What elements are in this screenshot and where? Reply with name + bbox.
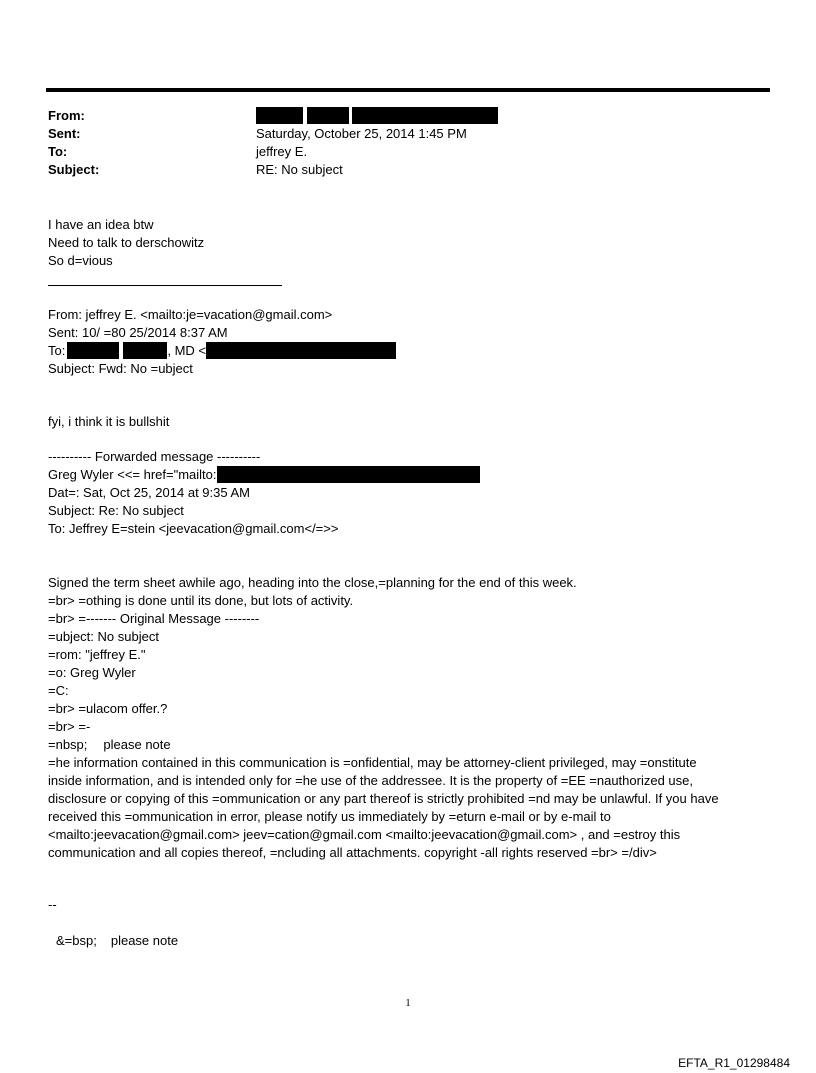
from-value [256,107,498,125]
nbsp-note-line [48,736,768,754]
fwd2-from-prefix: Greg Wyler <<= href="mailto: [48,467,217,482]
body-line: =o: Greg Wyler [48,665,136,680]
subject-label: Subject: [48,162,100,177]
body-line: =br> =ulacom offer.? [48,701,168,716]
fwd2-date: Dat=: Sat, Oct 25, 2014 at 9:35 AM [48,485,250,500]
reply-body [48,216,204,270]
to-label: To: [48,144,68,159]
body-line: =ubject: No subject [48,629,159,644]
bates-number: EFTA_R1_01298484 [678,1056,790,1070]
redaction [352,107,498,124]
sent-label: Sent: [48,126,81,141]
header-rule [46,88,770,92]
please-note: please note [103,737,171,752]
body-line: Signed the term sheet awhile ago, heading into the close,=planning for the end of this week. [48,575,577,590]
fwd-to [48,342,396,360]
redaction [217,466,480,483]
message-body [48,574,768,862]
body-line: =br> =othing is done until its done, but lots of activity. [48,593,354,608]
body-line: Need to talk to derschowitz [48,235,205,250]
redaction [67,342,119,359]
disclaimer-line: disclosure or copying of this =ommunication or any part thereof is strictly prohibited =nd may be unlawful. If you have [48,791,719,806]
page-number: 1 [405,997,411,1009]
body-line: =br> =- [48,719,91,734]
footer-please-note: please note [110,933,179,948]
forwarded-marker: ---------- Forwarded message ---------- [48,449,261,464]
sent-value: Saturday, October 25, 2014 1:45 PM [256,126,467,141]
fwd2-from [48,466,480,484]
reply-separator [48,285,282,286]
to-value: jeffrey E. [256,144,308,159]
body-line: fyi, i think it is bullshit [48,414,170,429]
fwd-to-middle: , MD < [167,343,206,358]
redaction [307,107,349,124]
fwd-from: From: jeffrey E. <mailto:je=vacation@gmail.com> [48,307,333,322]
signature-dashes: -- [48,897,57,912]
redaction [206,342,396,359]
disclaimer-line: inside information, and is intended only for =he use of the addressee. It is the property of =EE =nauthorized use, [48,773,693,788]
fwd-to-prefix: To: [48,343,66,358]
redaction [123,342,167,359]
fyi-line [48,413,169,431]
redaction [256,107,303,124]
body-line: =br> =------- Original Message -------- [48,611,260,626]
disclaimer-line: communication and all copies thereof, =ncluding all attachments. copyright -all rights reserved =br> =/div> [48,845,657,860]
fwd2-to: To: Jeffrey E=stein <jeevacation@gmail.com</=>> [48,521,339,536]
disclaimer-line: =he information contained in this communication is =onfidential, may be attorney-client privileged, may =onstitute [48,755,697,770]
forwarded-header-1 [48,306,396,378]
disclaimer-line: received this =ommunication in error, please notify us immediately by =eturn e-mail or by e-mail to [48,809,611,824]
fwd-subject: Subject: Fwd: No =ubject [48,361,193,376]
body-line: I have an idea btw [48,217,154,232]
forwarded-header-2 [48,448,480,538]
subject-value: RE: No subject [256,162,343,177]
nbsp-prefix: =nbsp; [48,737,88,752]
footer-note [56,932,178,950]
from-label: From: [48,108,85,123]
body-line: So d=vious [48,253,113,268]
disclaimer-line: <mailto:jeevacation@gmail.com> jeev=cation@gmail.com <mailto:jeevacation@gmail.com> , and =estroy this [48,827,681,842]
body-line: =C: [48,683,69,698]
fwd2-subject: Subject: Re: No subject [48,503,184,518]
body-line: =rom: "jeffrey E." [48,647,146,662]
footer-prefix: &=bsp; [56,933,97,948]
fwd-sent: Sent: 10/ =80 25/2014 8:37 AM [48,325,228,340]
